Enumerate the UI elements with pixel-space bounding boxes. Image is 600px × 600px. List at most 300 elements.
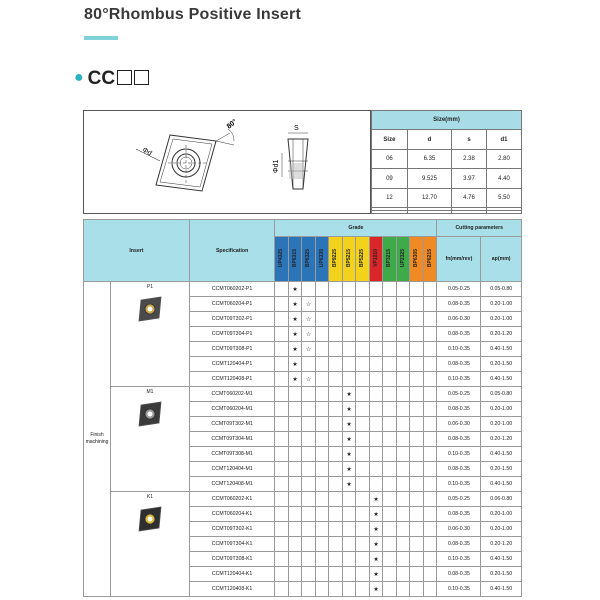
- size-cell: 9.525: [407, 169, 451, 188]
- grade-mark-cell: [369, 357, 383, 372]
- grade-mark-cell: ★: [342, 417, 356, 432]
- spec-cell: CCMT060202-P1: [189, 282, 275, 297]
- grade-mark-cell: [396, 507, 410, 522]
- size-cell: 06: [372, 149, 408, 168]
- fn-cell: 0.06-0.30: [437, 417, 481, 432]
- grade-mark-cell: ★: [288, 312, 302, 327]
- grade-mark-cell: [275, 282, 289, 297]
- size-cell: 4.40: [486, 169, 521, 188]
- grade-mark-cell: [342, 552, 356, 567]
- grade-mark-cell: [315, 342, 329, 357]
- grade-name: BP5225: [359, 248, 366, 268]
- grade-mark-cell: [329, 417, 343, 432]
- grade-mark-cell: ☆: [302, 327, 316, 342]
- grade-mark-cell: [288, 402, 302, 417]
- insert-drawing-svg: [84, 111, 370, 213]
- grade-mark-cell: ★: [342, 447, 356, 462]
- grade-mark-cell: [410, 432, 424, 447]
- cutting-params-header: Cutting parameters: [437, 220, 522, 237]
- grade-mark-cell: [342, 312, 356, 327]
- grade-mark-cell: [315, 507, 329, 522]
- spec-cell: CCMT060204-P1: [189, 297, 275, 312]
- size-col-header: d1: [486, 130, 521, 149]
- insert-header: Insert: [84, 220, 190, 282]
- grade-mark-cell: [288, 552, 302, 567]
- grade-mark-cell: [383, 582, 397, 597]
- grade-mark-cell: [369, 312, 383, 327]
- grade-mark-cell: [356, 567, 370, 582]
- grade-mark-cell: [329, 282, 343, 297]
- grade-mark-cell: [342, 282, 356, 297]
- grade-mark-cell: [356, 312, 370, 327]
- grade-mark-cell: [396, 417, 410, 432]
- grade-mark-cell: [356, 507, 370, 522]
- grade-mark-cell: [423, 462, 437, 477]
- insert-photo-icon: [135, 294, 165, 324]
- grade-mark-cell: [396, 462, 410, 477]
- grade-name: BP5215: [345, 248, 352, 268]
- ap-cell: 0.06-0.80: [481, 492, 522, 507]
- grade-mark-cell: [423, 447, 437, 462]
- grade-mark-cell: [396, 342, 410, 357]
- ap-cell: 0.40-1.50: [481, 477, 522, 492]
- grade-column-header: [410, 237, 424, 282]
- grade-mark-cell: [329, 507, 343, 522]
- grade-mark-cell: [288, 387, 302, 402]
- ap-cell: 0.40-1.50: [481, 342, 522, 357]
- grade-mark-cell: [356, 402, 370, 417]
- grade-mark-cell: ☆: [302, 342, 316, 357]
- fn-cell: 0.08-0.35: [437, 537, 481, 552]
- grade-mark-cell: [410, 342, 424, 357]
- grade-mark-cell: [315, 522, 329, 537]
- grade-mark-cell: [396, 312, 410, 327]
- size-cell: 5.50: [486, 188, 521, 207]
- series-heading: [74, 68, 149, 90]
- grade-mark-cell: [410, 462, 424, 477]
- spec-cell: CCMT120408-K1: [189, 582, 275, 597]
- grade-mark-cell: [302, 477, 316, 492]
- grade-mark-cell: [275, 312, 289, 327]
- grade-column-header: [369, 237, 383, 282]
- grade-column-header: [288, 237, 302, 282]
- grade-mark-cell: [275, 582, 289, 597]
- grade-name: BP6215: [426, 248, 433, 268]
- grade-mark-cell: [396, 402, 410, 417]
- fn-cell: 0.10-0.35: [437, 372, 481, 387]
- bullet-dot-icon: ●: [74, 69, 84, 86]
- grade-mark-cell: [329, 447, 343, 462]
- grade-mark-cell: [356, 552, 370, 567]
- grade-mark-cell: [315, 357, 329, 372]
- grade-mark-cell: [275, 432, 289, 447]
- grade-mark-cell: [302, 522, 316, 537]
- grade-mark-cell: [410, 522, 424, 537]
- grade-mark-cell: [329, 312, 343, 327]
- grade-mark-cell: [302, 357, 316, 372]
- grade-mark-cell: [302, 417, 316, 432]
- grade-mark-cell: ★: [342, 402, 356, 417]
- grade-mark-cell: [315, 297, 329, 312]
- fn-cell: 0.10-0.35: [437, 447, 481, 462]
- grade-mark-cell: [342, 537, 356, 552]
- grade-mark-cell: [356, 492, 370, 507]
- grade-mark-cell: [288, 567, 302, 582]
- grade-mark-cell: ★: [342, 462, 356, 477]
- grade-mark-cell: [275, 537, 289, 552]
- spec-cell: CCMT09T302-K1: [189, 522, 275, 537]
- grade-mark-cell: [315, 417, 329, 432]
- grade-mark-cell: [315, 387, 329, 402]
- grade-mark-cell: [356, 297, 370, 312]
- grade-mark-cell: [383, 282, 397, 297]
- grade-mark-cell: ★: [342, 432, 356, 447]
- grade-mark-cell: ★: [369, 567, 383, 582]
- spec-cell: CCMT120408-P1: [189, 372, 275, 387]
- grade-mark-cell: [275, 342, 289, 357]
- fn-cell: 0.08-0.35: [437, 402, 481, 417]
- grade-mark-cell: [302, 387, 316, 402]
- title-underline: [84, 36, 118, 40]
- spec-cell: CCMT09T302-P1: [189, 312, 275, 327]
- grade-mark-cell: [410, 417, 424, 432]
- grade-column-header: [302, 237, 316, 282]
- grade-mark-cell: [315, 372, 329, 387]
- dim-s-label: S: [294, 125, 299, 132]
- grade-mark-cell: [342, 342, 356, 357]
- spec-cell: CCMT060202-K1: [189, 492, 275, 507]
- grade-mark-cell: [423, 387, 437, 402]
- grade-mark-cell: [356, 582, 370, 597]
- grade-name: UP4325: [278, 248, 285, 268]
- grade-mark-cell: [342, 492, 356, 507]
- grade-mark-cell: [329, 492, 343, 507]
- ap-cell: 0.20-1.20: [481, 432, 522, 447]
- ap-cell: 0.20-1.00: [481, 417, 522, 432]
- grade-mark-cell: ★: [342, 477, 356, 492]
- grade-mark-cell: ★: [288, 357, 302, 372]
- grade-mark-cell: [423, 552, 437, 567]
- grade-mark-cell: [369, 327, 383, 342]
- grade-name: BP6325: [305, 248, 312, 268]
- size-cell: 2.38: [452, 149, 487, 168]
- grade-mark-cell: [275, 357, 289, 372]
- grade-mark-cell: [329, 522, 343, 537]
- insert-photo-icon: [135, 399, 165, 429]
- grade-column-header: [315, 237, 329, 282]
- grade-mark-cell: [423, 342, 437, 357]
- fn-cell: 0.05-0.25: [437, 282, 481, 297]
- grade-mark-cell: [410, 567, 424, 582]
- grade-mark-cell: [342, 522, 356, 537]
- grade-mark-cell: [356, 372, 370, 387]
- dim-d-label: Φd: [141, 146, 153, 158]
- grade-mark-cell: [383, 447, 397, 462]
- grade-mark-cell: [423, 297, 437, 312]
- grade-mark-cell: [410, 537, 424, 552]
- ap-cell: 0.20-1.20: [481, 537, 522, 552]
- grade-mark-cell: [315, 552, 329, 567]
- spec-cell: CCMT09T302-M1: [189, 417, 275, 432]
- grade-mark-cell: [396, 387, 410, 402]
- ap-cell: 0.40-1.50: [481, 447, 522, 462]
- grade-mark-cell: [396, 447, 410, 462]
- ap-cell: 0.20-1.50: [481, 462, 522, 477]
- grade-mark-cell: [383, 507, 397, 522]
- table-row: [84, 282, 522, 297]
- grade-mark-cell: [288, 477, 302, 492]
- grade-mark-cell: [315, 282, 329, 297]
- size-col-header: Size: [372, 130, 408, 149]
- grade-mark-cell: [288, 522, 302, 537]
- spec-cell: CCMT120404-M1: [189, 462, 275, 477]
- grade-mark-cell: [329, 387, 343, 402]
- size-table-header: Size(mm): [372, 111, 522, 130]
- grade-mark-cell: [396, 552, 410, 567]
- grade-mark-cell: [342, 327, 356, 342]
- grade-mark-cell: [275, 522, 289, 537]
- grade-column-header: [275, 237, 289, 282]
- grade-mark-cell: [396, 492, 410, 507]
- grade-mark-cell: [302, 462, 316, 477]
- spec-cell: CCMT09T304-K1: [189, 537, 275, 552]
- grade-mark-cell: [342, 297, 356, 312]
- size-col-header: d: [407, 130, 451, 149]
- grade-mark-cell: [410, 372, 424, 387]
- grade-column-header: [342, 237, 356, 282]
- grade-column-header: [423, 237, 437, 282]
- ap-cell: 0.05-0.80: [481, 387, 522, 402]
- grade-mark-cell: [329, 477, 343, 492]
- size-cell: 12.70: [407, 188, 451, 207]
- grade-mark-cell: [410, 357, 424, 372]
- grade-mark-cell: [275, 372, 289, 387]
- grade-mark-cell: [275, 327, 289, 342]
- grade-mark-cell: [302, 552, 316, 567]
- grade-column-header: [356, 237, 370, 282]
- grade-mark-cell: ☆: [302, 372, 316, 387]
- grade-mark-cell: [410, 492, 424, 507]
- grade-mark-cell: ★: [369, 552, 383, 567]
- ap-cell: 0.20-1.50: [481, 357, 522, 372]
- grade-mark-cell: [315, 537, 329, 552]
- spec-cell: CCMT120404-P1: [189, 357, 275, 372]
- grade-mark-cell: [356, 462, 370, 477]
- grade-mark-cell: [396, 477, 410, 492]
- grade-mark-cell: [369, 297, 383, 312]
- ap-cell: 0.40-1.50: [481, 552, 522, 567]
- insert-top-view: [136, 129, 234, 191]
- grade-mark-cell: [302, 432, 316, 447]
- ap-cell: 0.05-0.80: [481, 282, 522, 297]
- grade-mark-cell: [329, 552, 343, 567]
- grade-mark-cell: [302, 282, 316, 297]
- grade-mark-cell: [288, 492, 302, 507]
- grade-mark-cell: [329, 537, 343, 552]
- spec-cell: CCMT120404-K1: [189, 567, 275, 582]
- grade-mark-cell: [275, 492, 289, 507]
- insert-group-label: M1: [146, 389, 154, 395]
- size-row: [372, 169, 522, 188]
- grade-mark-cell: [315, 312, 329, 327]
- grade-mark-cell: [410, 327, 424, 342]
- grade-name: UP6335: [318, 248, 325, 268]
- grade-mark-cell: [369, 417, 383, 432]
- ap-cell: 0.20-1.00: [481, 402, 522, 417]
- grade-mark-cell: [383, 327, 397, 342]
- grade-mark-cell: [410, 477, 424, 492]
- size-cell: 09: [372, 169, 408, 188]
- insert-photo-icon: [135, 504, 165, 534]
- grade-mark-cell: [423, 567, 437, 582]
- grade-mark-cell: ☆: [302, 312, 316, 327]
- grade-mark-cell: [315, 462, 329, 477]
- placeholder-box-icon: [117, 70, 132, 85]
- grade-mark-cell: [369, 342, 383, 357]
- grade-mark-cell: ★: [369, 522, 383, 537]
- insert-group-cell: [111, 492, 190, 597]
- grade-table: [83, 219, 522, 597]
- grade-mark-cell: [369, 387, 383, 402]
- grade-mark-cell: [410, 447, 424, 462]
- size-row-empty: [372, 211, 522, 214]
- grade-mark-cell: ★: [342, 387, 356, 402]
- insert-group-cell: [111, 282, 190, 387]
- grade-mark-cell: [302, 402, 316, 417]
- grade-mark-cell: [423, 402, 437, 417]
- spec-cell: CCMT09T308-K1: [189, 552, 275, 567]
- ap-cell: 0.40-1.50: [481, 372, 522, 387]
- spec-cell: CCMT09T304-M1: [189, 432, 275, 447]
- technical-drawing: [83, 110, 371, 214]
- process-label: Finish machining: [84, 282, 111, 597]
- grade-mark-cell: [315, 567, 329, 582]
- grade-mark-cell: ☆: [302, 297, 316, 312]
- grade-mark-cell: [423, 282, 437, 297]
- size-cell: 3.97: [452, 169, 487, 188]
- grade-mark-cell: [356, 327, 370, 342]
- grade-mark-cell: [423, 507, 437, 522]
- insert-side-view: [282, 133, 308, 189]
- grade-mark-cell: [342, 567, 356, 582]
- grade-header: Grade: [275, 220, 437, 237]
- size-row: [372, 188, 522, 207]
- grade-name: BP6305: [413, 248, 420, 268]
- grade-column-header: [329, 237, 343, 282]
- insert-group-label: K1: [146, 494, 153, 500]
- grade-mark-cell: [396, 582, 410, 597]
- grade-mark-cell: [423, 432, 437, 447]
- grade-mark-cell: [383, 372, 397, 387]
- grade-mark-cell: [369, 372, 383, 387]
- grade-mark-cell: [423, 537, 437, 552]
- grade-mark-cell: [288, 582, 302, 597]
- grade-mark-cell: [369, 282, 383, 297]
- grade-mark-cell: ★: [369, 537, 383, 552]
- grade-mark-cell: [383, 492, 397, 507]
- grade-mark-cell: [383, 537, 397, 552]
- grade-mark-cell: [302, 582, 316, 597]
- grade-mark-cell: [396, 567, 410, 582]
- grade-mark-cell: [423, 327, 437, 342]
- grade-mark-cell: [410, 387, 424, 402]
- dim-angle-label: 80°: [225, 118, 239, 131]
- fn-cell: 0.10-0.35: [437, 477, 481, 492]
- grade-mark-cell: [315, 402, 329, 417]
- grade-mark-cell: [396, 522, 410, 537]
- grade-mark-cell: [423, 417, 437, 432]
- grade-mark-cell: [369, 477, 383, 492]
- fn-cell: 0.08-0.35: [437, 462, 481, 477]
- grade-mark-cell: [423, 582, 437, 597]
- fn-cell: 0.05-0.25: [437, 492, 481, 507]
- grade-mark-cell: [423, 522, 437, 537]
- grade-mark-cell: [275, 462, 289, 477]
- grade-mark-cell: [423, 492, 437, 507]
- grade-mark-cell: [369, 432, 383, 447]
- grade-mark-cell: [329, 342, 343, 357]
- spec-cell: CCMT060204-K1: [189, 507, 275, 522]
- grade-mark-cell: [275, 417, 289, 432]
- grade-mark-cell: [342, 507, 356, 522]
- grade-mark-cell: [410, 297, 424, 312]
- grade-mark-cell: [369, 447, 383, 462]
- grade-mark-cell: [275, 567, 289, 582]
- grade-mark-cell: [383, 357, 397, 372]
- grade-column-header: [383, 237, 397, 282]
- grade-mark-cell: [383, 462, 397, 477]
- grade-mark-cell: [356, 417, 370, 432]
- grade-mark-cell: [288, 432, 302, 447]
- grade-mark-cell: [423, 372, 437, 387]
- grade-mark-cell: [383, 417, 397, 432]
- grade-mark-cell: [329, 327, 343, 342]
- grade-mark-cell: [288, 507, 302, 522]
- ap-cell: 0.20-1.00: [481, 522, 522, 537]
- grade-mark-cell: [315, 492, 329, 507]
- grade-column-header: [396, 237, 410, 282]
- grade-mark-cell: [288, 447, 302, 462]
- grade-mark-cell: [275, 507, 289, 522]
- grade-mark-cell: [410, 507, 424, 522]
- grade-mark-cell: [383, 477, 397, 492]
- fn-cell: 0.10-0.35: [437, 582, 481, 597]
- fn-cell: 0.05-0.25: [437, 387, 481, 402]
- grade-mark-cell: ★: [288, 282, 302, 297]
- grade-mark-cell: [369, 462, 383, 477]
- insert-group-cell: [111, 387, 190, 492]
- grade-mark-cell: [315, 477, 329, 492]
- table-row: [84, 387, 522, 402]
- grade-mark-cell: [275, 297, 289, 312]
- spec-cell: CCMT09T308-P1: [189, 342, 275, 357]
- grade-mark-cell: [383, 432, 397, 447]
- grade-mark-cell: [288, 417, 302, 432]
- grade-mark-cell: [383, 297, 397, 312]
- grade-mark-cell: [356, 282, 370, 297]
- grade-mark-cell: [329, 372, 343, 387]
- grade-mark-cell: [315, 582, 329, 597]
- grade-mark-cell: [275, 402, 289, 417]
- grade-mark-cell: ★: [369, 582, 383, 597]
- grade-mark-cell: [356, 432, 370, 447]
- ap-cell: 0.20-1.00: [481, 312, 522, 327]
- spec-cell: CCMT120408-M1: [189, 477, 275, 492]
- grade-mark-cell: [410, 282, 424, 297]
- series-code: CC: [87, 68, 116, 89]
- grade-name: BP6315: [291, 248, 298, 268]
- grade-mark-cell: [383, 387, 397, 402]
